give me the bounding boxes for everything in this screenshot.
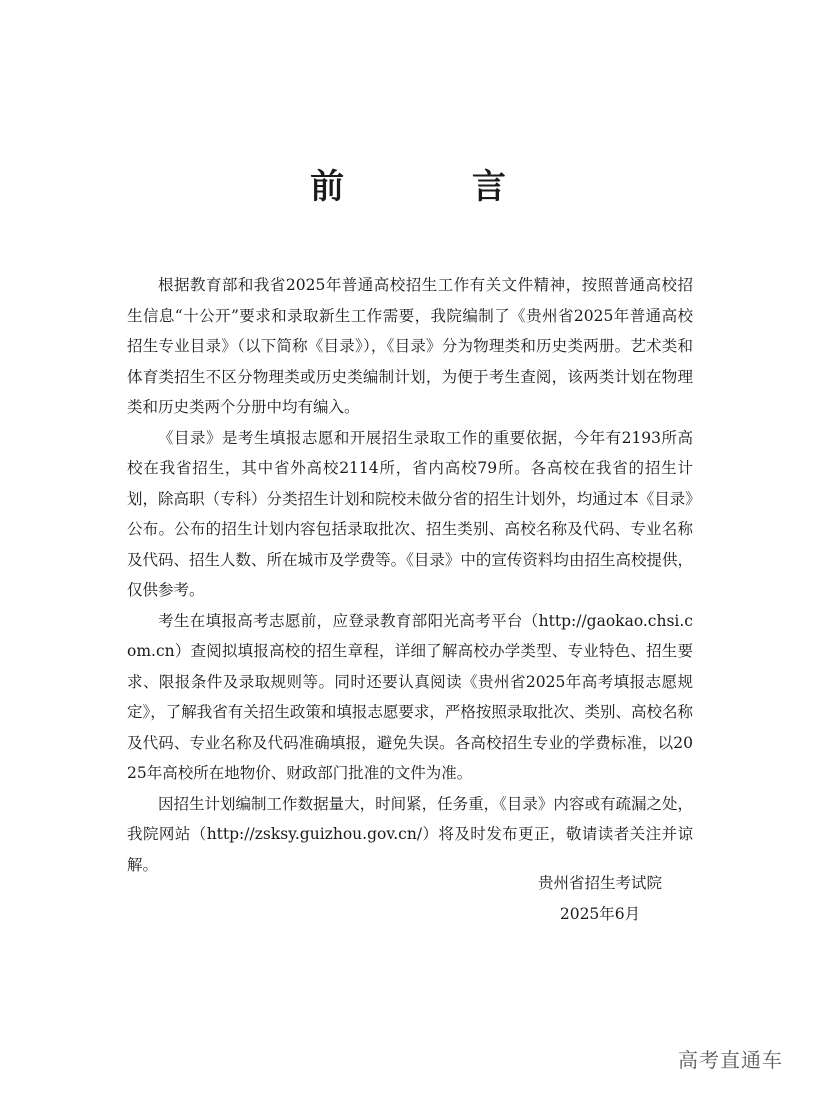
paragraph-3: 考生在填报高考志愿前，应登录教育部阳光高考平台（http://gaokao.chsi.com.cn）查阅拟填报高校的招生章程，详细了解高校办学类型、专业特色、招生要求、限报条件及录取规则等。同时还要认真阅读《贵州省2025年高考填报志愿规定》，了解我省有关招生政策和填报志愿要求，严格按照录取批次、类别、高校名称及代码、专业名称及代码准确填报，避免失误。各高校招生专业的学费标准，以2025年高校所在地物价、财政部门批准的文件为准。 xyxy=(127,611,693,782)
paragraph-2: 《目录》是考生填报志愿和开展招生录取工作的重要依据，今年有2193所高校在我省招生，其中省外高校2114所，省内高校79所。各高校在我省的招生计划，除高职（专科）分类招生计划和院校未做分省的招生计划外，均通过本《目录》公布。公布的招生计划内容包括录取批次、招生类别、高校名称及代码、专业名称及代码、招生人数、所在城市及学费等。《目录》中的宣传资料均由招生高校提供，仅供参考。 xyxy=(127,428,693,599)
signature-org: 贵州省招生考试院 xyxy=(537,874,662,892)
signature-block xyxy=(500,868,700,930)
paragraph-4: 因招生计划编制工作数据量大，时间紧，任务重，《目录》内容或有疏漏之处，我院网站（http://zsksy.guizhou.gov.cn/）将及时发布更正，敬请读者关注并谅解。 xyxy=(127,794,693,874)
signature-date: 2025年6月 xyxy=(559,905,641,923)
paragraph-1: 根据教育部和我省2025年普通高校招生工作有关文件精神，按照普通高校招生信息“十公开”要求和录取新生工作需要，我院编制了《贵州省2025年普通高校招生专业目录》（以下简称《目录》），《目录》分为物理类和历史类两册。艺术类和体育类招生不区分物理类或历史类编制计划，为便于考生查阅，该两类计划在物理类和历史类两个分册中均有编入。 xyxy=(127,276,693,416)
preface-body xyxy=(127,270,693,880)
watermark-text: 高考直通车 xyxy=(678,1048,783,1072)
page-title: 前 言 xyxy=(310,167,564,207)
